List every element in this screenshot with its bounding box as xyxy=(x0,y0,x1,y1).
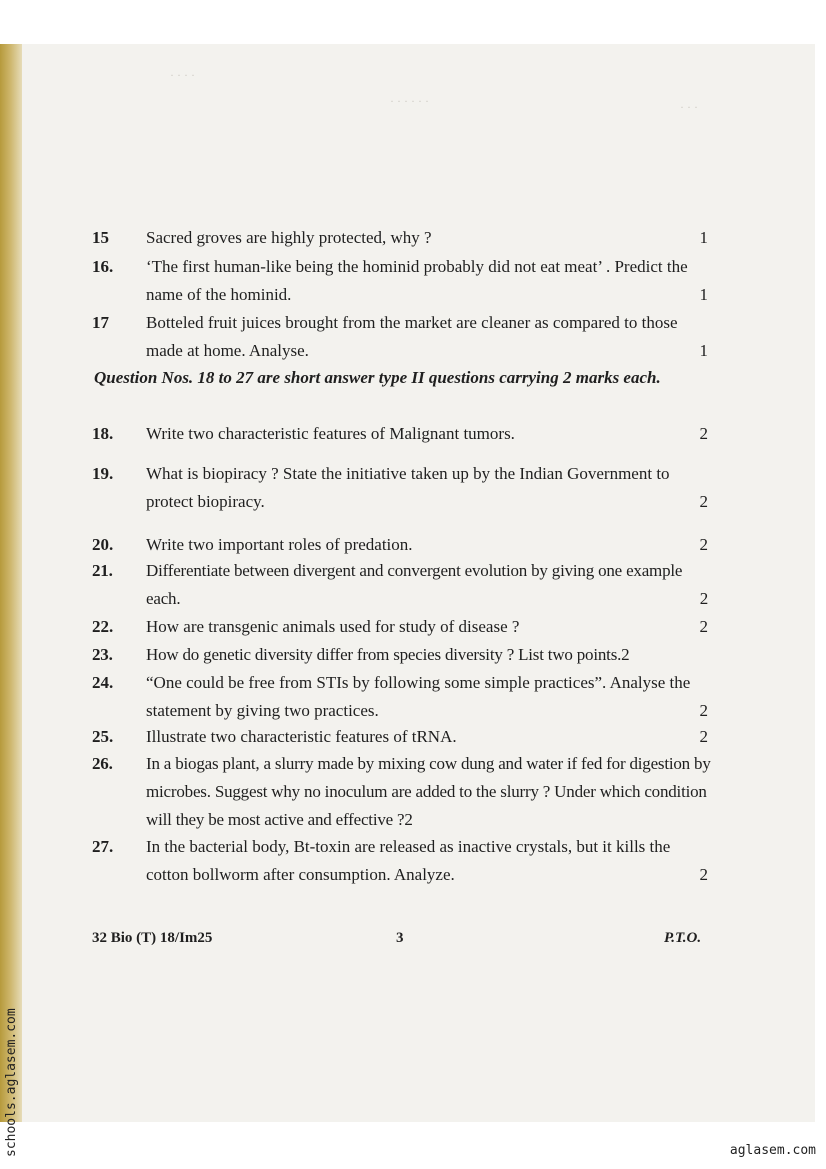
question-16 xyxy=(92,253,716,309)
question-22 xyxy=(92,613,716,641)
question-marks: 2 xyxy=(699,617,708,636)
question-25 xyxy=(92,723,716,751)
page-number: 3 xyxy=(396,930,404,946)
question-text: How do genetic diversity differ from species diversity ? List two points.2 xyxy=(146,645,630,664)
question-marks: 1 xyxy=(699,341,708,360)
book-spine-shadow xyxy=(0,44,22,1122)
question-17 xyxy=(92,309,716,365)
question-text: What is biopiracy ? State the initiative taken up by the Indian Government to protect biopiracy. xyxy=(146,464,670,511)
question-number: 17 xyxy=(92,313,109,332)
question-number: 24. xyxy=(92,673,114,692)
question-text: In a biogas plant, a slurry made by mixing cow dung and water if fed for digestion by microbes. Suggest why no inoculum are added to the slurry ? Under which condition will they be most active and effective ?2 xyxy=(146,754,711,829)
question-number: 25. xyxy=(92,727,114,746)
question-text: Write two characteristic features of Malignant tumors. xyxy=(146,424,515,443)
question-marks: 2 xyxy=(699,424,708,443)
question-text: Differentiate between divergent and convergent evolution by giving one example each. xyxy=(146,561,683,608)
question-number: 21. xyxy=(92,561,113,580)
question-number: 22. xyxy=(92,617,114,636)
question-marks: 1 xyxy=(699,228,708,247)
question-text: How are transgenic animals used for study of disease ? xyxy=(146,617,520,636)
pto-label: P.T.O. xyxy=(664,930,702,946)
question-23 xyxy=(92,641,716,669)
bleed-through-mark: · · · · xyxy=(170,68,195,82)
question-number: 23. xyxy=(92,645,113,664)
question-18 xyxy=(92,420,716,448)
question-text: In the bacterial body, Bt-toxin are released as inactive crystals, but it kills the cotton bollworm after consumption. Analyze. xyxy=(146,837,671,884)
question-marks: 2 xyxy=(699,727,708,746)
question-text: Write two important roles of predation. xyxy=(146,535,413,554)
side-watermark: schools.aglasem.com xyxy=(4,1008,19,1157)
question-number: 15 xyxy=(92,228,109,247)
question-number: 20. xyxy=(92,535,114,554)
question-26 xyxy=(92,750,716,834)
question-15 xyxy=(92,224,716,252)
question-20 xyxy=(92,531,716,559)
question-marks: 2 xyxy=(699,535,708,554)
question-text: Botteled fruit juices brought from the market are cleaner as compared to those made at home. Analyse. xyxy=(146,313,678,360)
question-text: “One could be free from STIs by following some simple practices”. Analyse the statement by giving two practices. xyxy=(146,673,691,720)
question-number: 19. xyxy=(92,464,114,483)
question-text: Sacred groves are highly protected, why ? xyxy=(146,228,432,247)
question-marks: 2 xyxy=(699,701,708,720)
question-19 xyxy=(92,460,716,516)
question-marks: 2 xyxy=(699,589,708,608)
bleed-through-mark: · · · xyxy=(680,100,698,114)
question-21 xyxy=(92,557,716,613)
question-marks: 2 xyxy=(699,492,708,511)
question-text: ‘The first human-like being the hominid probably did not eat meat’ . Predict the name of the hominid. xyxy=(146,257,688,304)
bleed-through-mark: · · · · · · xyxy=(390,94,429,108)
question-27 xyxy=(92,833,716,889)
question-marks: 2 xyxy=(699,865,708,884)
question-text: Illustrate two characteristic features of tRNA. xyxy=(146,727,457,746)
paper-code: 32 Bio (T) 18/Im25 xyxy=(92,930,213,946)
question-number: 27. xyxy=(92,837,114,856)
question-marks: 1 xyxy=(699,285,708,304)
section-instruction: Question Nos. 18 to 27 are short answer type II questions carrying 2 marks each. xyxy=(94,368,661,387)
question-number: 18. xyxy=(92,424,114,443)
question-number: 16. xyxy=(92,257,114,276)
question-number: 26. xyxy=(92,754,113,773)
bottom-watermark: aglasem.com xyxy=(729,1143,816,1158)
question-24 xyxy=(92,669,716,725)
